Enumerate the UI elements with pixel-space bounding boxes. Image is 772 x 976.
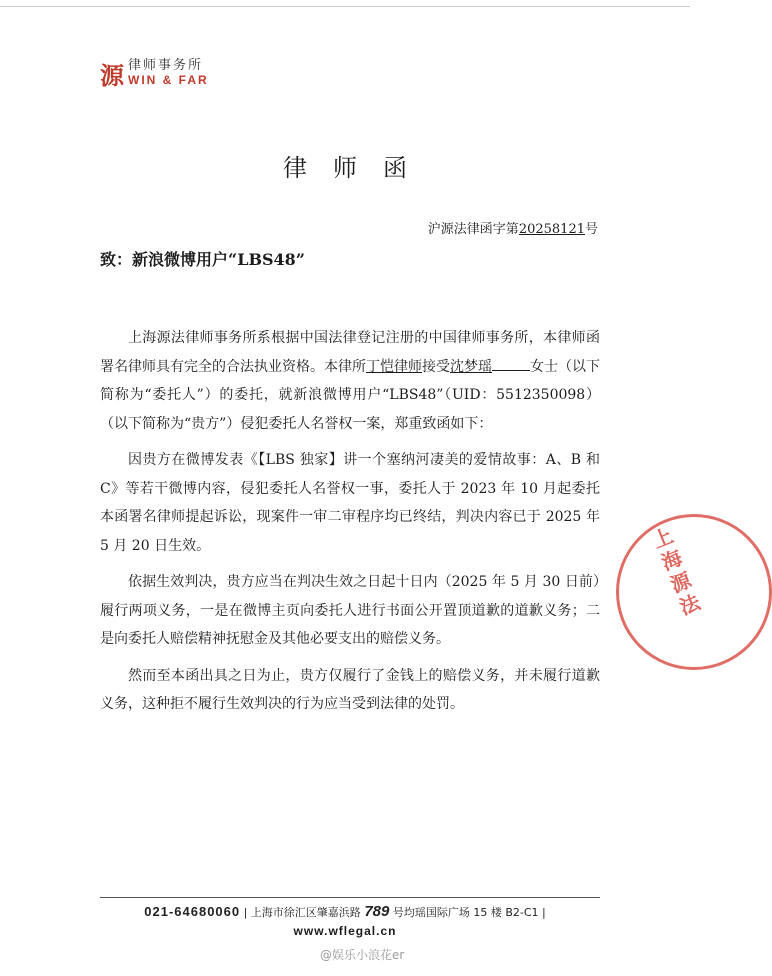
reference-prefix: 沪源法律函字第 — [427, 222, 519, 237]
firm-name-en: WIN & FAR — [128, 72, 209, 87]
addressee: 致：新浪微博用户“LBS48” — [100, 250, 306, 269]
paragraph-3: 依据生效判决，贵方应当在判决生效之日起十日内（2025 年 5 月 30 日前）履行两项义务，一是在微博主页向委托人进行书面公开置顶道歉的道歉义务；二是向委托人赔偿精神抚慰金及其他必要支出的赔偿义务。 — [100, 574, 600, 647]
watermark: @娱乐小浪花er — [320, 948, 405, 962]
client-name: 沈梦瑶 — [450, 358, 492, 375]
letter-body — [100, 324, 600, 719]
footer-divider — [100, 897, 600, 898]
lawyer-name: 丁恺律师 — [366, 358, 422, 375]
firm-logo-text — [128, 59, 209, 88]
footer-contact — [0, 903, 690, 920]
footer-address-number: 789 — [364, 903, 390, 920]
footer-phone: 021-64680060 — [144, 904, 241, 919]
reference-number — [428, 218, 598, 237]
firm-name-cn: 律师事务所 — [128, 57, 204, 73]
paragraph-1-text-b: 接受 — [422, 358, 450, 375]
paragraph-1 — [100, 324, 600, 438]
footer-address-a: 上海市徐汇区肇嘉浜路 — [250, 906, 361, 919]
underline-blank — [492, 356, 530, 371]
firm-seal-text: 上海源法 — [646, 524, 705, 623]
letter-title: 律师函 — [283, 154, 433, 182]
scan-edge-line — [0, 6, 690, 7]
footer-address-b: 号均瑶国际广场 15 楼 B2-C1 — [392, 906, 539, 919]
footer-separator: | — [243, 906, 251, 919]
paragraph-1-text-c: 女士（以下简称为“委托人”）的委托，就新浪微博用户“LBS48”（UID：5512350098）（以下简称为“贵方”）侵犯委托人名誉权一案，郑重致函如下： — [100, 358, 600, 432]
footer-separator-end: | — [542, 906, 546, 919]
paragraph-1-text-a: 上海源法律师事务所系根据中国法律登记注册的中国律师事务所，本律师函署名律师具有完全的合法执业资格。本律所 — [100, 330, 600, 375]
paragraph-4: 然而至本函出具之日为止，贵方仅履行了金钱上的赔偿义务，并未履行道歉义务，这种拒不履行生效判决的行为应当受到法律的处罚。 — [100, 667, 600, 712]
firm-logo-mark: 源 — [100, 61, 124, 90]
reference-code: 20258121 — [518, 222, 585, 237]
firm-logo — [100, 58, 209, 88]
footer-website: www.wflegal.cn — [293, 924, 397, 938]
paragraph-2: 因贵方在微博发表《【LBS 独家】讲一个塞纳河凄美的爱情故事：A、B 和 C》等若干微博内容，侵犯委托人名誉权一事，委托人于 2023 年 10 月起委托本函署名律师提起诉讼，现案件一审二审程序均已终结，判决内容已于 2025 年 5 月 20 日生效。 — [100, 452, 600, 554]
reference-suffix: 号 — [584, 222, 598, 237]
